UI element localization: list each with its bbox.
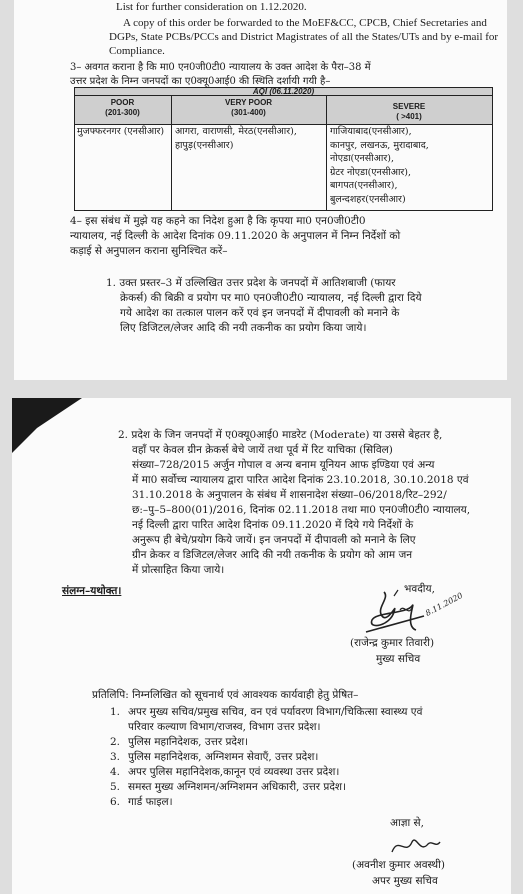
para3-line1: 3– अवगत कराना है कि मा0 एन0जी0टी0 न्यायालय के उक्त आदेश के पैरा–38 में	[70, 62, 371, 73]
copy-list	[110, 705, 502, 810]
list-item: 6. गार्ड फाइल।	[110, 796, 173, 808]
list-item: 3. पुलिस महानिदेशक, अग्निशमन सेवाएँ, उत्तर प्रदेश।	[110, 751, 319, 763]
document-page-1	[14, 0, 507, 380]
signatory-designation: मुख्य सचिव	[376, 653, 421, 665]
point-2: 2. प्रदेश के जिन जनपदों में ए0क्यू0आई0 माडरेट (Moderate) या उससे बेहतर है, वहाँ पर केवल ग्रीन क्रेकर्स बेचे जायें तथा पूर्व में रिट याचिका (सिविल) संख्या–728/2015 अर्जुन गोपाल व अन्य बनाम यूनियन आफ इण्डिया एवं अन्य में मा0 सर्वोच्च न्यायालय द्वारा पारित आदेश दिनांक 23.10.2018, 30.10.2018 एवं 31.10.2018 के अनुपालन के संबंध में शासनादेश संख्या–06/2018/रिट–292/ छ:–पु–5–800(01)/2016, दिनांक 02.11.2018 तथा मा0 एन0जी0टी0 न्यायालय, नई दिल्ली द्वारा पारित आदेश दिनांक 09.11.2020 में दिये गये निर्देशों के अनुरूप ही बेचे/प्रयोग किये जायें। इन जनपदों में दीपावली को मनाने के लिए ग्रीन क्रेकर व डिजिटल/लेजर आदि की नयी तकनीक के प्रयोग को आम जन में प्रोत्साहित किया जाये।	[118, 429, 471, 576]
column-header-very-poor: VERY POOR (301-400)	[224, 98, 273, 117]
column-header-severe: SEVERE ( >401)	[392, 102, 426, 121]
sender-name: (अवनीश कुमार अवस्थी)	[352, 859, 445, 871]
second-signature	[384, 830, 444, 860]
column-header-poor: POOR (201-300)	[105, 98, 140, 117]
aqi-table	[74, 87, 493, 211]
aqi-table-title: AQI (06.11.2020)	[252, 87, 315, 96]
handwritten-signature	[354, 586, 434, 636]
poor-districts: मुजफ्फरनगर (एनसीआर)	[77, 126, 165, 137]
list-item: 5. समस्त मुख्य अग्निशमन/अग्निशमन अधिकारी, उत्तर प्रदेश।	[110, 781, 347, 793]
list-item: 1. अपर मुख्य सचिव/प्रमुख सचिव, वन एवं पर्यावरण विभाग/चिकित्सा स्वास्थ्य एवं परिवार कल्याण विभाग/राजस्व, विभाग उत्तर प्रदेश।	[110, 706, 423, 733]
closing-text: भवदीय,	[404, 583, 435, 595]
point-1: 1. उक्त प्रस्तर–3 में उल्लिखित उत्तर प्रदेश के जनपदों में आतिशबाजी (फायर क्रेकर्स) की बिक्री व प्रयोग पर मा0 एन0जी0टी0 न्यायालय, नई दिल्ली द्वारा दिये गये आदेश का तत्काल पालन करें एवं इन जनपदों में दीपावली को मनाने के लिए डिजिटल/लेजर आदि की नयी तकनीक का प्रयोग किया जाये।	[106, 277, 422, 334]
severe-districts: गाजियाबाद(एनसीआर), कानपुर, लखनऊ, मुरादाबाद, नोएडा(एनसीआर), ग्रेटर नोएडा(एनसीआर), बागपत(एनसीआर), बुलन्दशहर(एनसीआर)	[330, 126, 429, 205]
copy-note: A copy of this order be forwarded to the MoEF&CC, CPCB, Chief Secretaries and DGPs, State PCBs/PCCs and District Magistrates of all the States/UTs and by e-mail for Compliance.	[109, 17, 499, 57]
by-order-text: आज्ञा से,	[390, 817, 424, 829]
intro-line: List for further consideration on 1.12.2020.	[116, 1, 307, 13]
signatory-name: (राजेन्द्र कुमार तिवारी)	[350, 637, 435, 649]
signature-date: 8.11.2020	[424, 590, 465, 618]
list-item: 4. अपर पुलिस महानिदेशक,कानून एवं व्यवस्था उत्तर प्रदेश।	[110, 766, 340, 778]
paragraph-4: 4– इस संबंध में मुझे यह कहने का निदेश हुआ है कि कृपया मा0 एन0जी0टी0 न्यायालय, नई दिल्ली के आदेश दिनांक 09.11.2020 के अनुपालन में निम्न निर्देशों को कड़ाई से अनुपालन कराना सुनिश्चित करें–	[70, 215, 401, 257]
signature-block	[332, 580, 492, 670]
copy-heading: प्रतिलिपि: निम्नलिखित को सूचनार्थ एवं आवश्यक कार्यवाही हेतु प्रेषित–	[92, 689, 359, 701]
document-page-2	[12, 398, 511, 894]
scan-shadow	[12, 398, 82, 458]
para3-line2: उत्तर प्रदेश के निम्न जनपदों का ए0क्यू0आई0 की स्थिति दर्शायी गयी है–	[70, 76, 331, 87]
very-poor-districts: आगरा, वाराणसी, मेरठ(एनसीआर), हापुड़(एनसीआर)	[175, 126, 297, 151]
sender-designation: अपर मुख्य सचिव	[372, 875, 438, 887]
list-item: 2. पुलिस महानिदेशक, उत्तर प्रदेश।	[110, 736, 249, 748]
enclosure-note: संलग्न–यथोक्त।	[62, 585, 122, 597]
